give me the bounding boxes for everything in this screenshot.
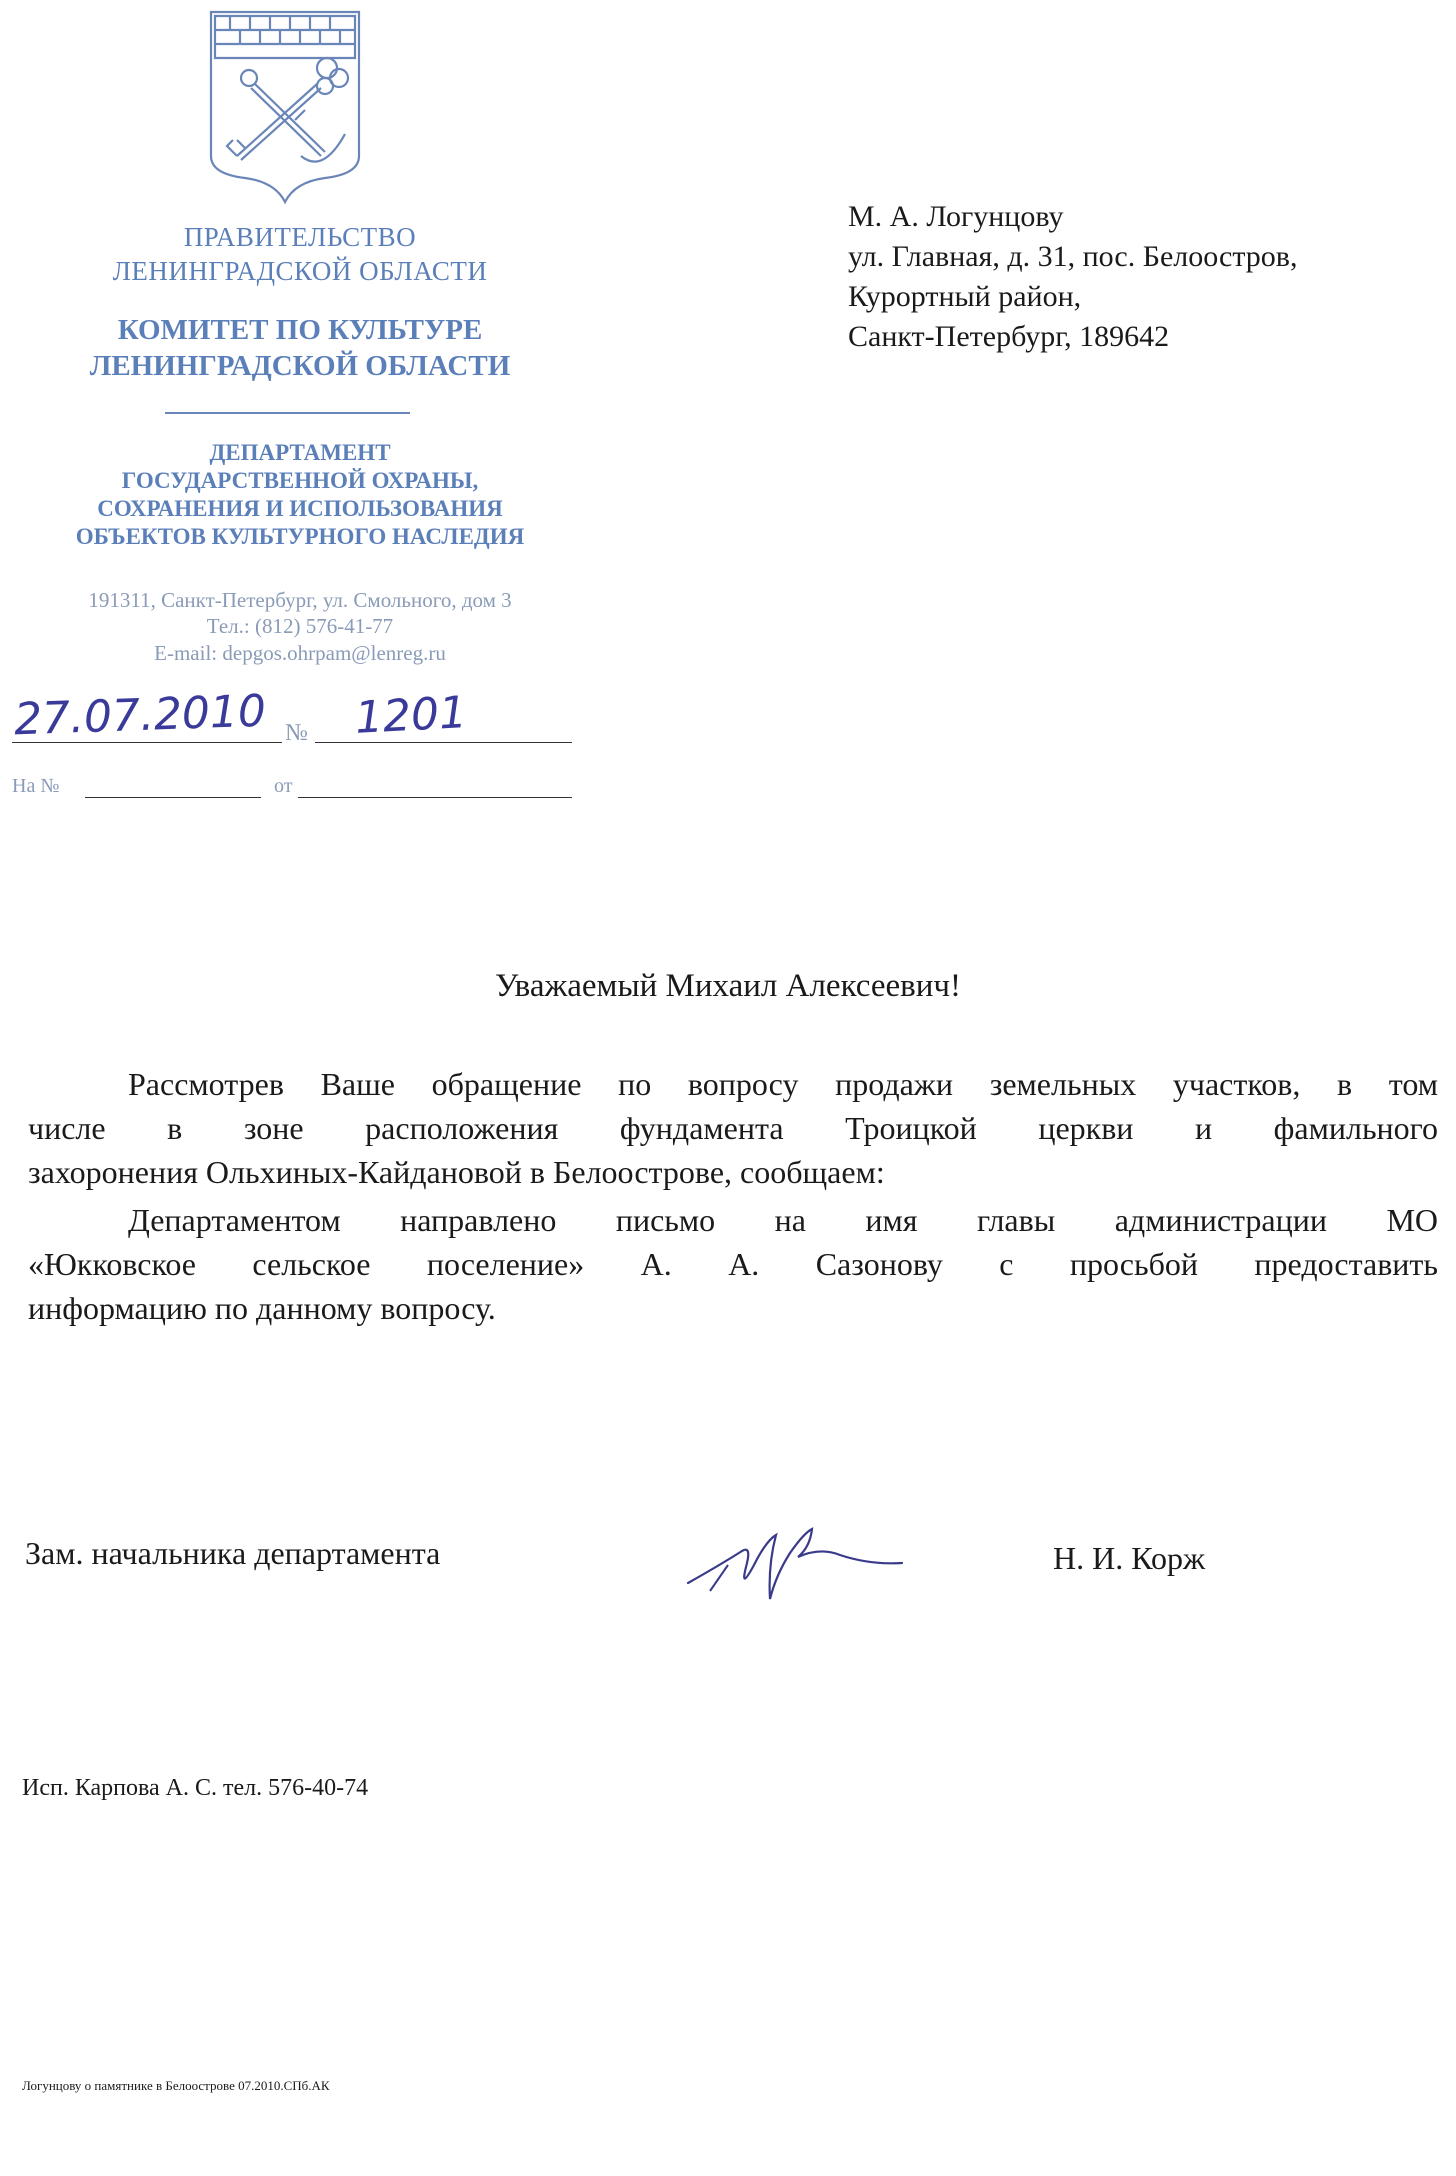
reply-date-line — [298, 797, 572, 798]
paragraph-1 — [28, 1062, 1438, 1194]
department-line-1: ДЕПАРТАМЕНТ — [209, 440, 391, 465]
reply-number-line — [85, 797, 261, 798]
government-line-1: ПРАВИТЕЛЬСТВО — [183, 222, 417, 252]
department-address: 191311, Санкт-Петербург, ул. Смольного, дом 3 — [88, 588, 512, 612]
number-label: № — [285, 720, 308, 746]
addressee-street: ул. Главная, д. 31, пос. Белоостров, — [848, 240, 1298, 273]
p2-line-2: «Юкковское сельское поселение» А. А. Сазонову с просьбой предоставить — [28, 1246, 1438, 1282]
date-underline — [12, 742, 282, 743]
p2-line-3: информацию по данному вопросу. — [28, 1290, 496, 1326]
executor-line: Исп. Карпова А. С. тел. 576-40-74 — [22, 1775, 369, 1801]
p1-line-2: числе в зоне расположения фундамента Троицкой церкви и фамильного — [28, 1110, 1438, 1146]
addressee-district: Курортный район, — [848, 280, 1082, 313]
handwritten-date: 27.07.2010 — [13, 685, 267, 746]
department-line-4: ОБЪЕКТОВ КУЛЬТУРНОГО НАСЛЕДИЯ — [75, 524, 525, 549]
coat-of-arms-emblem — [205, 6, 365, 206]
committee-line-1: КОМИТЕТ ПО КУЛЬТУРЕ — [117, 314, 483, 346]
department-line-2: ГОСУДАРСТВЕННОЙ ОХРАНЫ, — [121, 468, 479, 493]
paragraph-2 — [28, 1198, 1438, 1330]
from-label: от — [274, 775, 293, 797]
p2-line-1: Департаментом направлено письмо на имя главы администрации МО — [128, 1202, 1438, 1238]
department-line-3: СОХРАНЕНИЯ И ИСПОЛЬЗОВАНИЯ — [97, 496, 503, 521]
addressee-name: М. А. Логунцову — [848, 200, 1064, 233]
government-line-2: ЛЕНИНГРАДСКОЙ ОБЛАСТИ — [112, 256, 488, 286]
signatory-title: Зам. начальника департамента — [25, 1535, 441, 1571]
department-phone: Тел.: (812) 576-41-77 — [206, 614, 394, 638]
department-email: E-mail: depgos.ohrpam@lenreg.ru — [154, 641, 446, 665]
greeting: Уважаемый Михаил Алексеевич! — [495, 968, 961, 1004]
letterhead — [0, 0, 600, 680]
letterhead-divider — [165, 412, 410, 414]
file-reference: Логунцову о памятнике в Белоострове 07.2010.СПб.АК — [22, 2078, 330, 2093]
p1-line-1: Рассмотрев Ваше обращение по вопросу продажи земельных участков, в том — [128, 1066, 1438, 1102]
reply-label: На № — [12, 775, 60, 797]
handwritten-signature — [680, 1495, 910, 1615]
addressee-city: Санкт-Петербург, 189642 — [848, 320, 1170, 353]
signatory-name: Н. И. Корж — [1053, 1540, 1206, 1576]
committee-line-2: ЛЕНИНГРАДСКОЙ ОБЛАСТИ — [89, 350, 511, 382]
p1-line-3: захоронения Ольхиных-Кайдановой в Белоострове, сообщаем: — [28, 1154, 885, 1190]
handwritten-number: 1201 — [353, 687, 469, 744]
number-underline — [315, 742, 572, 743]
